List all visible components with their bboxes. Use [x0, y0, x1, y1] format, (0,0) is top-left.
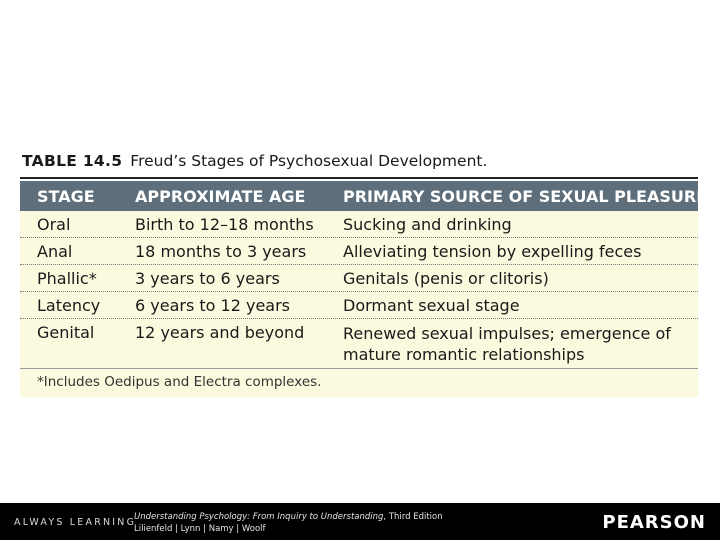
stage-cell: Genital — [37, 323, 95, 342]
always-learning-tagline: ALWAYS LEARNING — [14, 517, 137, 528]
stage-cell: Oral — [37, 215, 71, 234]
book-authors: Lilienfeld | Lynn | Namy | Woolf — [134, 524, 266, 534]
table-row — [20, 265, 698, 292]
table-footnote: *Includes Oedipus and Electra complexes. — [37, 374, 322, 390]
caption-divider — [20, 177, 698, 179]
age-cell: 6 years to 12 years — [135, 296, 291, 315]
footer-bar — [0, 503, 720, 540]
stages-table — [20, 181, 708, 397]
stage-cell: Latency — [37, 296, 101, 315]
age-cell: 18 months to 3 years — [135, 242, 307, 261]
header-primary-source: PRIMARY SOURCE OF SEXUAL PLEASURE — [343, 187, 708, 206]
header-approximate-age: APPROXIMATE AGE — [135, 187, 306, 206]
table-row — [20, 292, 698, 319]
source-cell: Alleviating tension by expelling feces — [343, 242, 642, 261]
header-stage: STAGE — [37, 187, 95, 206]
table-title: Freud’s Stages of Psychosexual Development. — [130, 152, 488, 170]
book-citation — [134, 511, 443, 535]
source-cell: Genitals (penis or clitoris) — [343, 269, 549, 288]
age-cell: 12 years and beyond — [135, 323, 305, 342]
age-cell: 3 years to 6 years — [135, 269, 280, 288]
book-edition: , Third Edition — [383, 512, 443, 522]
source-cell: Sucking and drinking — [343, 215, 512, 234]
source-cell: Renewed sexual impulses; emergence of mature romantic relationships — [343, 324, 671, 364]
table-footnote-row — [20, 368, 698, 397]
table-row — [20, 211, 698, 238]
table-caption — [22, 152, 702, 170]
table-number: TABLE 14.5 — [22, 152, 123, 170]
source-cell: Dormant sexual stage — [343, 296, 520, 315]
table-header-row — [20, 181, 708, 211]
table-row — [20, 319, 698, 368]
age-cell: Birth to 12–18 months — [135, 215, 314, 234]
stage-cell: Anal — [37, 242, 73, 261]
book-title: Understanding Psychology: From Inquiry to Understanding — [134, 512, 384, 522]
table-row — [20, 238, 698, 265]
stage-cell: Phallic* — [37, 269, 97, 288]
pearson-logo: PEARSON — [602, 512, 706, 533]
